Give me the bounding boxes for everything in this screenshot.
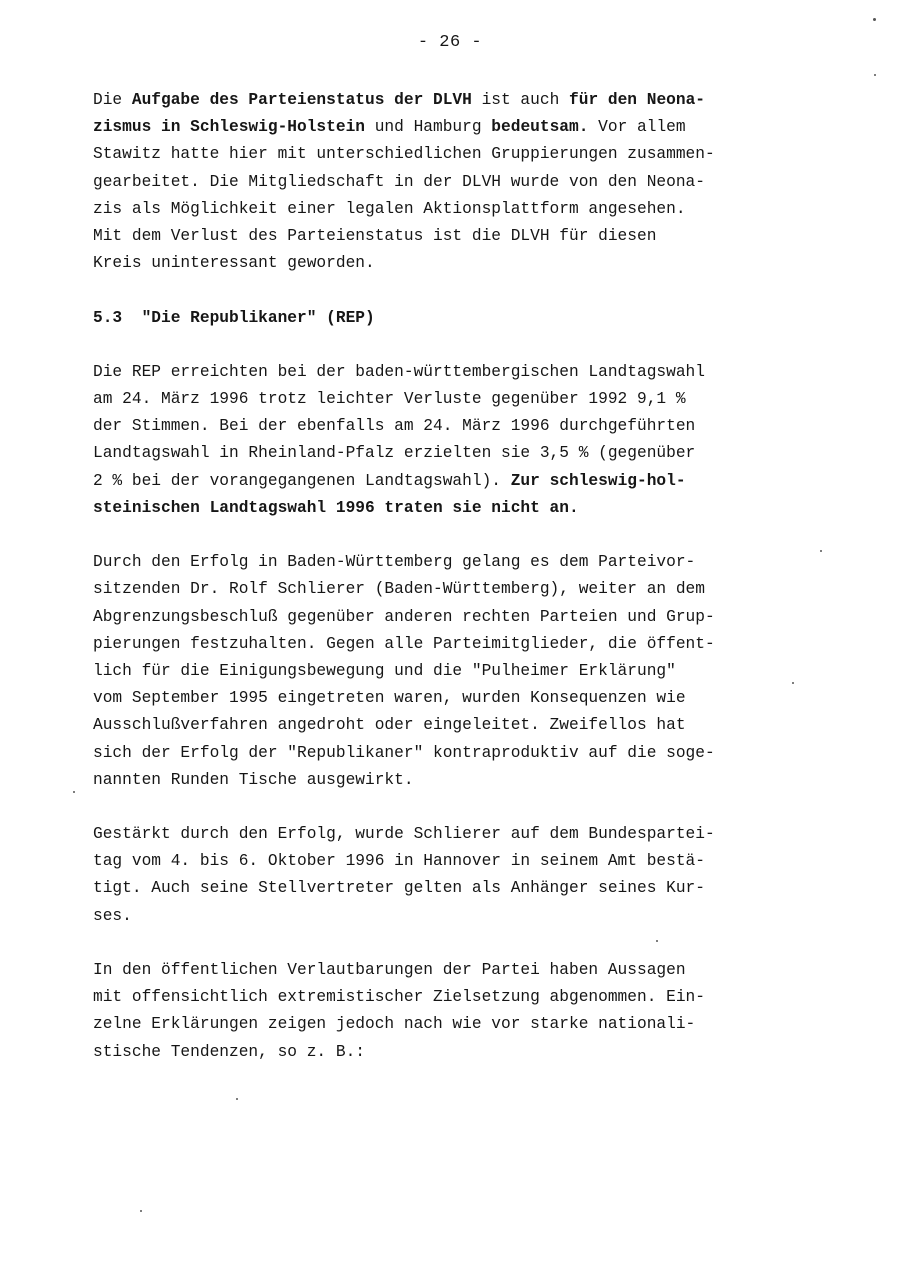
paragraph-election-results bbox=[93, 359, 823, 522]
text-line: Durch den Erfolg in Baden-Württemberg gelang es dem Parteivor- bbox=[93, 553, 696, 572]
section-title: "Die Republikaner" (REP) bbox=[141, 308, 375, 327]
text-line: tigt. Auch seine Stellvertreter gelten als Anhänger seines Kur- bbox=[93, 879, 705, 898]
text-line: der Stimmen. Bei der ebenfalls am 24. März 1996 durchgeführten bbox=[93, 417, 696, 436]
paragraph-schlierer-course bbox=[93, 549, 823, 794]
text-line: pierungen festzuhalten. Gegen alle Parteimitglieder, die öffent- bbox=[93, 634, 715, 653]
text-line: zelne Erklärungen zeigen jedoch nach wie vor starke nationali- bbox=[93, 1015, 696, 1034]
text-line: In den öffentlichen Verlautbarungen der Partei haben Aussagen bbox=[93, 961, 686, 979]
text-line: Landtagswahl in Rheinland-Pfalz erzielten sie 3,5 % (gegenüber bbox=[93, 444, 696, 463]
paragraph-gap bbox=[93, 277, 823, 304]
text-line: Mit dem Verlust des Parteienstatus ist die DLVH für diesen bbox=[93, 226, 657, 245]
text-line: lich für die Einigungsbewegung und die "Pulheimer Erklärung" bbox=[93, 661, 676, 680]
text-line: Die REP erreichten bei der baden-württembergischen Landtagswahl bbox=[93, 362, 705, 381]
text-line: Die Aufgabe des Parteienstatus der DLVH ist auch für den Neona- bbox=[93, 91, 706, 109]
text-line: 2 % bei der vorangegangenen Landtagswahl). Zur schleswig-hol- bbox=[93, 471, 686, 490]
paragraph-dlvh bbox=[93, 87, 823, 277]
paragraph-gap bbox=[93, 794, 823, 821]
paragraph-party-congress bbox=[93, 821, 823, 930]
text-line: tag vom 4. bis 6. Oktober 1996 in Hannover in seinem Amt bestä- bbox=[93, 852, 705, 871]
scan-speck bbox=[656, 940, 658, 942]
paragraph-public-statements bbox=[93, 957, 823, 1066]
scan-speck bbox=[236, 1098, 238, 1100]
paragraph-gap bbox=[93, 522, 823, 549]
scan-speck bbox=[874, 74, 876, 76]
text-line: zismus in Schleswig-Holstein und Hamburg bedeutsam. Vor allem bbox=[93, 118, 686, 137]
text-line: Gestärkt durch den Erfolg, wurde Schlierer auf dem Bundespartei- bbox=[93, 825, 715, 844]
document-body bbox=[93, 87, 823, 1066]
text-line: am 24. März 1996 trotz leichter Verluste gegenüber 1992 9,1 % bbox=[93, 390, 686, 409]
text-line: mit offensichtlich extremistischer Zielsetzung abgenommen. Ein- bbox=[93, 988, 705, 1007]
text-line: ses. bbox=[93, 906, 132, 925]
scan-speck bbox=[140, 1210, 142, 1212]
scan-speck bbox=[73, 791, 75, 793]
text-line: Stawitz hatte hier mit unterschiedlichen Gruppierungen zusammen- bbox=[93, 145, 715, 164]
text-line: vom September 1995 eingetreten waren, wurden Konsequenzen wie bbox=[93, 689, 686, 708]
paragraph-gap bbox=[93, 930, 823, 957]
text-line: zis als Möglichkeit einer legalen Aktionsplattform angesehen. bbox=[93, 199, 686, 218]
text-line: sich der Erfolg der "Republikaner" kontraproduktiv auf die soge- bbox=[93, 743, 715, 762]
text-line: gearbeitet. Die Mitgliedschaft in der DLVH wurde von den Neona- bbox=[93, 172, 705, 191]
page-number: - 26 - bbox=[417, 33, 483, 52]
text-line: Abgrenzungsbeschluß gegenüber anderen rechten Parteien und Grup- bbox=[93, 607, 715, 626]
section-heading bbox=[93, 305, 823, 332]
text-line: steinischen Landtagswahl 1996 traten sie nicht an. bbox=[93, 498, 579, 517]
text-line: Ausschlußverfahren angedroht oder eingeleitet. Zweifellos hat bbox=[93, 716, 686, 735]
text-line: stische Tendenzen, so z. B.: bbox=[93, 1042, 365, 1061]
scan-speck bbox=[792, 682, 794, 684]
scan-speck bbox=[820, 550, 822, 552]
text-line: Kreis uninteressant geworden. bbox=[93, 254, 375, 273]
text-line: nannten Runden Tische ausgewirkt. bbox=[93, 770, 414, 789]
scan-speck bbox=[873, 18, 876, 21]
paragraph-gap bbox=[93, 332, 823, 359]
section-number: 5.3 bbox=[93, 308, 123, 327]
text-line: sitzenden Dr. Rolf Schlierer (Baden-Württemberg), weiter an dem bbox=[93, 580, 705, 599]
